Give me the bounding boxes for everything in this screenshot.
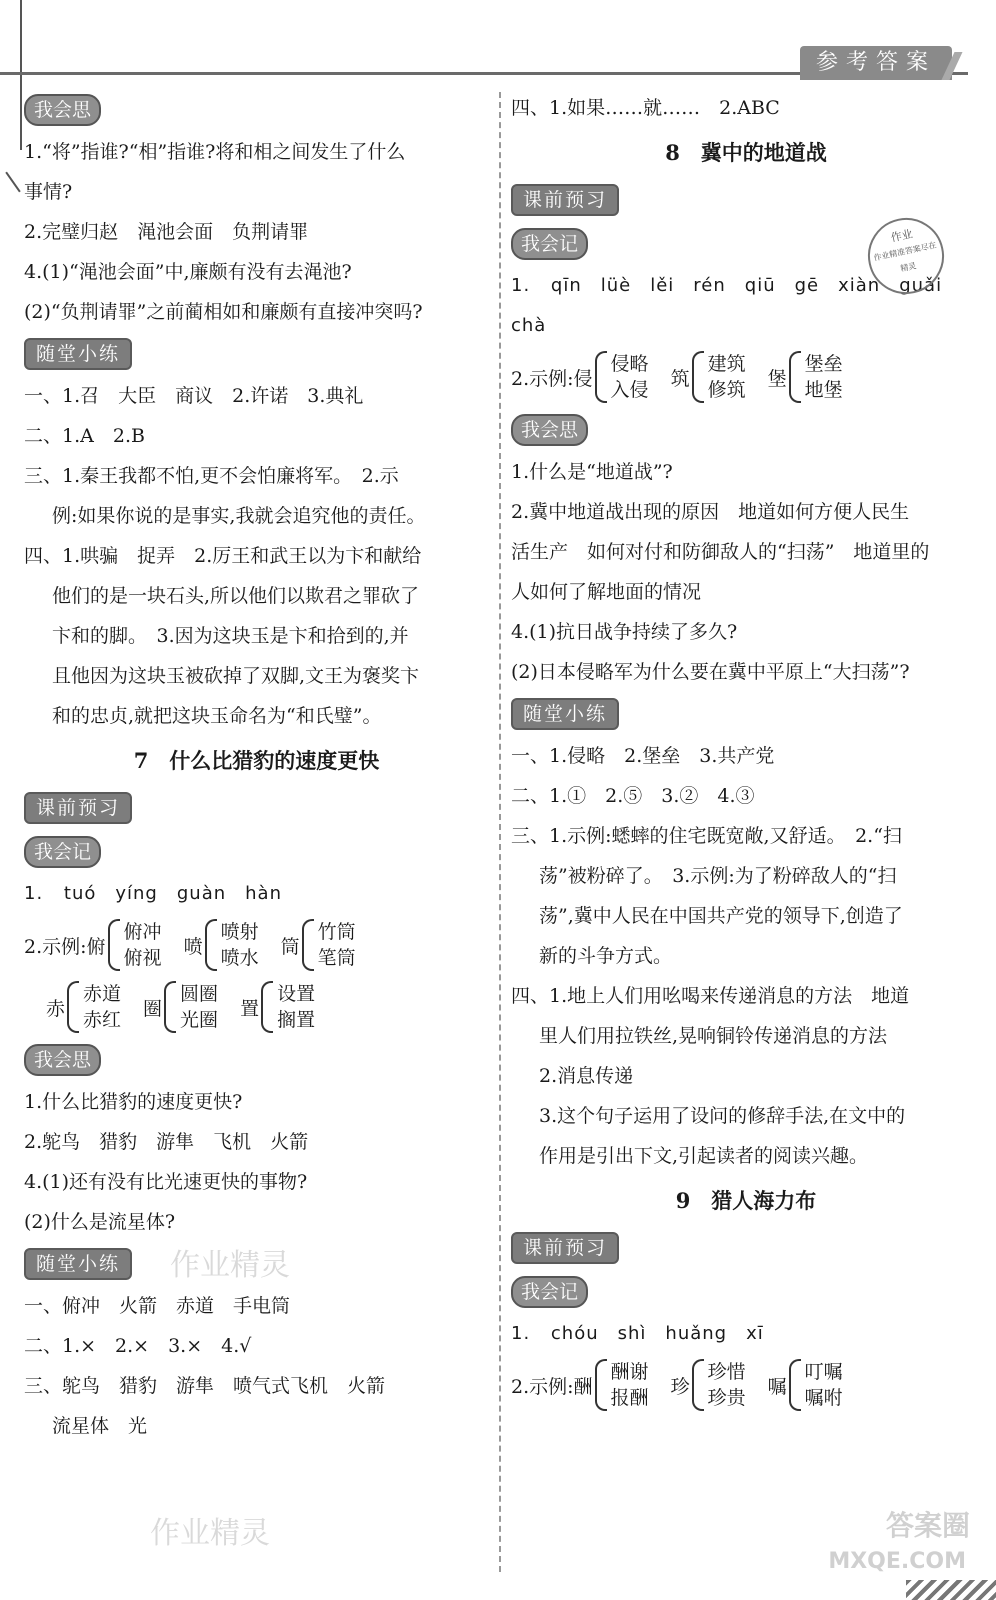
word-char: 筑 — [670, 367, 690, 390]
word: 俯视 — [123, 947, 162, 969]
text-line: 例:如果你说的是事实,我就会追究他的责任。 — [52, 505, 426, 527]
word: 入侵 — [610, 379, 649, 401]
section-header: 课前预习 — [511, 184, 619, 216]
text-line: 他们的是一块石头,所以他们以欺君之罪砍了 — [52, 585, 420, 607]
stamp-text: 作业精准答案尽在 — [872, 240, 938, 263]
section-label: 我会思 — [24, 1044, 101, 1076]
text-line: 里人们用拉铁丝,晃响铜铃传递消息的方法 — [539, 1025, 888, 1047]
word-char: 圈 — [143, 997, 163, 1020]
word-group-row — [24, 976, 489, 1038]
word-char: 筒 — [280, 935, 300, 958]
word-group — [240, 981, 315, 1033]
word-group — [671, 351, 746, 403]
brand-watermark: MXQE.COM — [828, 1549, 966, 1574]
word: 赤道 — [83, 983, 122, 1005]
text-line: 1.什么是“地道战”? — [511, 461, 673, 483]
word-char: 侵 — [573, 367, 593, 390]
word-char: 嘱 — [767, 1375, 787, 1398]
text-line: 二、1.A 2.B — [24, 425, 145, 447]
word-char: 赤 — [46, 997, 66, 1020]
lesson-title: 8 冀中的地道战 — [665, 140, 827, 165]
section-label: 我会思 — [24, 94, 101, 126]
text-line: (2)日本侵略军为什么要在冀中平原上“大扫荡”? — [511, 661, 910, 683]
margin-tick — [5, 172, 20, 193]
word-char: 酬 — [573, 1375, 593, 1398]
word-group — [143, 981, 218, 1033]
text-line: 2.鸵鸟 猎豹 游隼 飞机 火箭 — [24, 1131, 309, 1153]
section-label: 我会记 — [511, 228, 588, 260]
word: 报酬 — [610, 1387, 649, 1409]
text-line: (2)“负荆请罪”之前蔺相如和廉颇有直接冲突吗? — [24, 301, 423, 323]
section-label: 我会记 — [511, 1276, 588, 1308]
word-group — [671, 1359, 746, 1411]
text-line: 3.这个句子运用了设问的修辞手法,在文中的 — [539, 1105, 906, 1127]
word: 侵略 — [610, 353, 649, 375]
stamp-text: 精灵 — [899, 261, 918, 274]
text-line: 四、1.地上人们用吆喝来传递消息的方法 地道 — [511, 985, 910, 1007]
section-header: 课前预习 — [511, 1232, 619, 1264]
word-group-row — [511, 1354, 981, 1416]
word-group-prefix: 2.示例: — [511, 367, 574, 390]
margin-line — [20, 0, 22, 150]
word: 喷水 — [220, 947, 259, 969]
text-line: 事情? — [24, 181, 73, 203]
column-separator — [499, 92, 501, 1572]
word: 修筑 — [707, 379, 746, 401]
text-line: 2.完璧归赵 渑池会面 负荆请罪 — [24, 221, 309, 243]
text-line: 荡”被粉碎了。 3.示例:为了粉碎敌人的“扫 — [539, 865, 897, 887]
text-line: 荡”,冀中人民在中国共产党的领导下,创造了 — [539, 905, 903, 927]
word: 俯冲 — [123, 921, 162, 943]
pinyin-line: chà — [511, 315, 547, 336]
text-line: 三、1.秦王我都不怕,更不会怕廉将军。 2.示 — [24, 465, 399, 487]
word: 竹筒 — [317, 921, 356, 943]
text-line: 流星体 光 — [52, 1415, 148, 1437]
pinyin-line: 1. qīn lüè lěi rén qiū gē xiàn guǎi — [511, 275, 943, 296]
header-tag: 参考答案 — [800, 46, 952, 80]
text-line: 新的斗争方式。 — [539, 945, 673, 967]
word-group — [281, 919, 356, 971]
word-char: 置 — [240, 997, 260, 1020]
word-group — [46, 981, 121, 1033]
lesson-title: 9 猎人海力布 — [675, 1188, 817, 1213]
word: 嘱咐 — [804, 1387, 843, 1409]
word-char: 堡 — [767, 367, 787, 390]
text-line: 一、1.侵略 2.堡垒 3.共产党 — [511, 745, 775, 767]
text-line: 一、1.召 大臣 商议 2.许诺 3.典礼 — [24, 385, 364, 407]
watermark: 作业精灵 — [150, 1516, 270, 1551]
brand-watermark: 答案圈 — [885, 1509, 970, 1542]
text-line: 三、鸵鸟 猎豹 游隼 喷气式飞机 火箭 — [24, 1375, 386, 1397]
pinyin-line: 1. tuó yíng guàn hàn — [24, 883, 282, 904]
text-line: 活生产 如何对付和防御敌人的“扫荡” 地道里的 — [511, 541, 930, 563]
section-header: 随堂小练 — [24, 338, 132, 370]
watermark: 作业精灵 — [170, 1248, 290, 1283]
word-group — [768, 351, 843, 403]
word-group-prefix: 2.示例: — [511, 1375, 574, 1398]
word: 喷射 — [220, 921, 259, 943]
text-line: 二、1.① 2.⑤ 3.② 4.③ — [511, 785, 755, 807]
word: 搁置 — [277, 1009, 316, 1031]
word: 珍惜 — [707, 1361, 746, 1383]
section-header: 随堂小练 — [24, 1248, 132, 1280]
lesson-title: 7 什么比猎豹的速度更快 — [133, 748, 380, 773]
text-line: 四、1.哄骗 捉弄 2.厉王和武王以为卞和献给 — [24, 545, 422, 567]
word-char: 珍 — [670, 1375, 690, 1398]
corner-stripes — [906, 1580, 996, 1600]
text-line: 和的忠贞,就把这块玉命名为“和氏璧”。 — [52, 705, 382, 727]
word: 叮嘱 — [804, 1361, 843, 1383]
text-line: 且他因为这块玉被砍掉了双脚,文王为褒奖卞 — [52, 665, 420, 687]
text-line: 作用是引出下文,引起读者的阅读兴趣。 — [539, 1145, 869, 1167]
word: 珍贵 — [707, 1387, 746, 1409]
text-line: 四、1.如果……就…… 2.ABC — [511, 97, 780, 119]
word: 赤红 — [83, 1009, 122, 1031]
text-line: 4.(1)还有没有比光速更快的事物? — [24, 1171, 308, 1193]
word: 堡垒 — [804, 353, 843, 375]
text-line: 人如何了解地面的情况 — [511, 581, 702, 603]
word-group — [184, 919, 259, 971]
word-group — [87, 919, 162, 971]
text-line: 二、1.× 2.× 3.× 4.√ — [24, 1335, 252, 1357]
word: 地堡 — [804, 379, 843, 401]
word-group-prefix: 2.示例: — [24, 935, 87, 958]
text-line: 2.消息传递 — [539, 1065, 634, 1087]
section-label: 我会思 — [511, 414, 588, 446]
pinyin-line: 1. chóu shì huǎng xī — [511, 1323, 764, 1344]
text-line: 三、1.示例:蟋蟀的住宅既宽敞,又舒适。 2.“扫 — [511, 825, 902, 847]
word-group-row — [511, 346, 981, 408]
word-group — [768, 1359, 843, 1411]
stamp-text: 作业 — [889, 227, 914, 245]
word: 光圈 — [180, 1009, 219, 1031]
text-line: 1.什么比猎豹的速度更快? — [24, 1091, 243, 1113]
text-line: 1.“将”指谁?“相”指谁?将和相之间发生了什么 — [24, 141, 406, 163]
word: 设置 — [277, 983, 316, 1005]
word: 建筑 — [707, 353, 746, 375]
section-header: 课前预习 — [24, 792, 132, 824]
text-line: 一、俯冲 火箭 赤道 手电筒 — [24, 1295, 291, 1317]
word-group — [574, 1359, 649, 1411]
word-char: 喷 — [183, 935, 203, 958]
section-header: 随堂小练 — [511, 698, 619, 730]
word-char: 俯 — [86, 935, 106, 958]
word: 笔筒 — [317, 947, 356, 969]
word-group — [574, 351, 649, 403]
text-line: 卞和的脚。 3.因为这块玉是卞和拾到的,并 — [52, 625, 409, 647]
word-group-row — [24, 914, 489, 976]
text-line: 4.(1)“渑池会面”中,廉颇有没有去渑池? — [24, 261, 352, 283]
word: 酬谢 — [610, 1361, 649, 1383]
text-line: 4.(1)抗日战争持续了多久? — [511, 621, 738, 643]
word: 圆圈 — [180, 983, 219, 1005]
section-label: 我会记 — [24, 836, 101, 868]
text-line: 2.冀中地道战出现的原因 地道如何方便人民生 — [511, 501, 910, 523]
text-line: (2)什么是流星体? — [24, 1211, 176, 1233]
